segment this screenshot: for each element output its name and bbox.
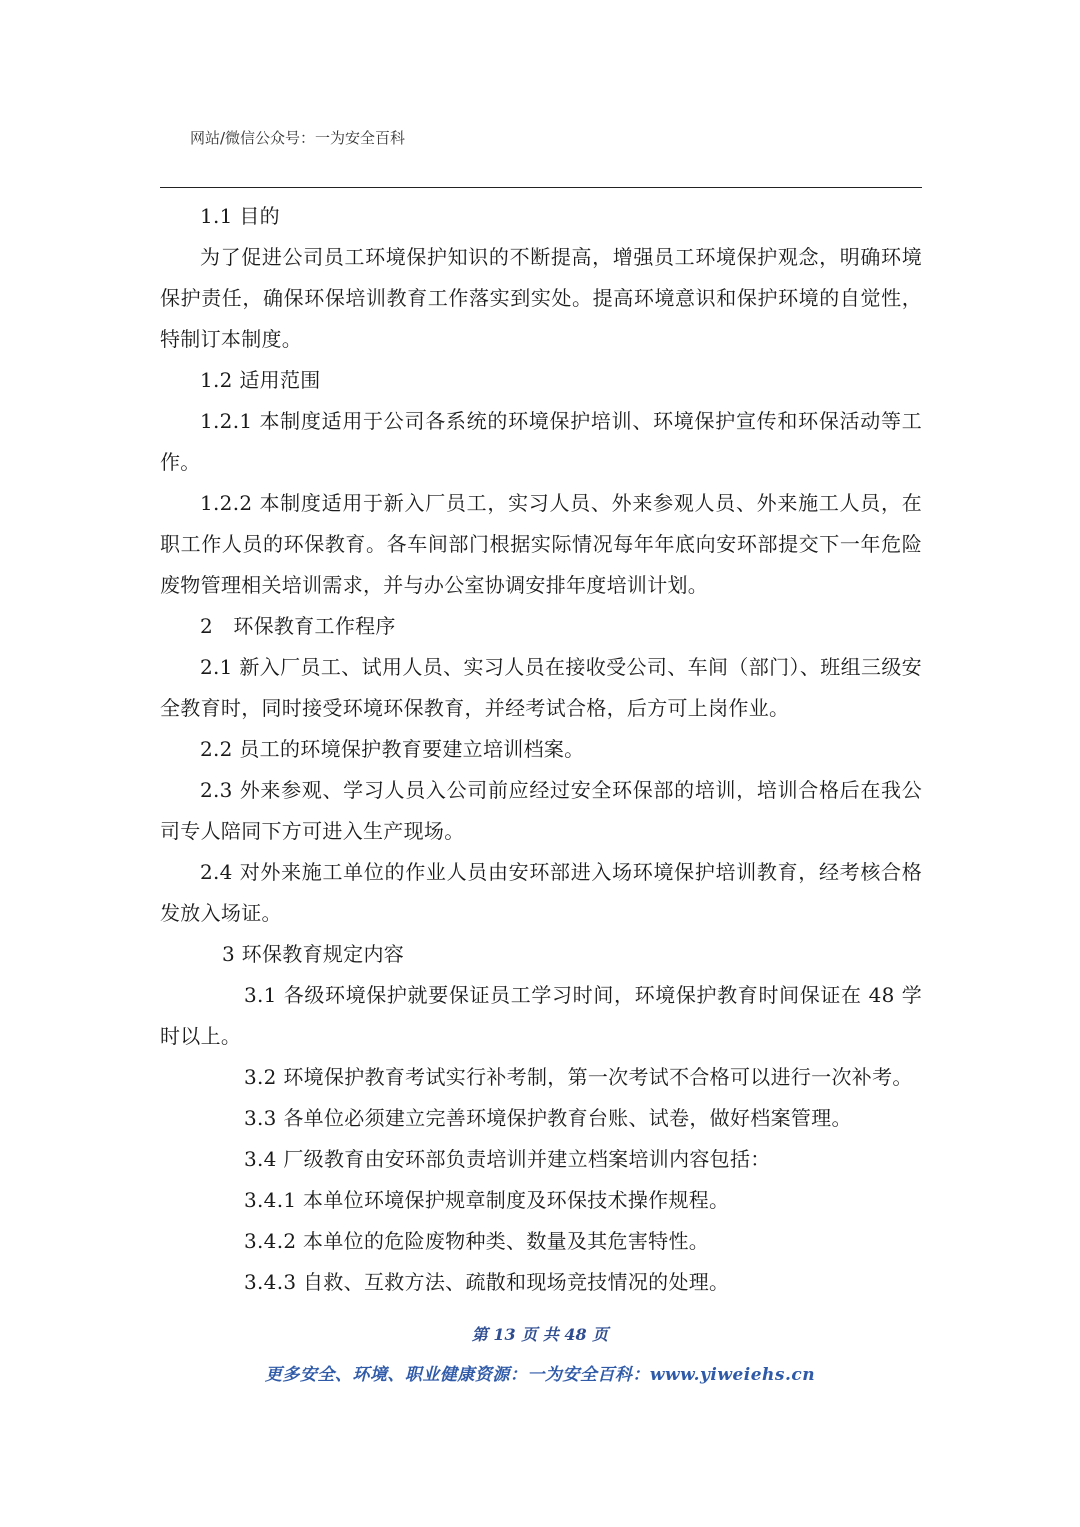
footer-resources: 更多安全、环境、职业健康资源：一为安全百科：www.yiweiehs.cn [264, 1365, 816, 1385]
paragraph-1-2-2: 1.2.2 本制度适用于新入厂员工，实习人员、外来参观人员、外来施工人员，在职工作人员的环保教育。各车间部门根据实际情况每年年底向安环部提交下一年危险废物管理相关培训需求，并与办公室协调安排年度培训计划。 [160, 491, 922, 597]
paragraph-3-4-3: 3.4.3 自救、互救方法、疏散和现场竞技情况的处理。 [244, 1270, 730, 1294]
paragraph-2-4: 2.4 对外来施工单位的作业人员由安环部进入场环境保护培训教育，经考核合格发放入场证。 [160, 860, 922, 925]
paragraph-2-3: 2.3 外来参观、学习人员入公司前应经过安全环保部的培训，培训合格后在我公司专人陪同下方可进入生产现场。 [160, 778, 922, 843]
heading-1-1: 1.1 目的 [200, 204, 280, 228]
heading-1-2: 1.2 适用范围 [200, 368, 321, 392]
paragraph-purpose: 为了促进公司员工环境保护知识的不断提高，增强员工环境保护观念，明确环境保护责任，确保环保培训教育工作落实到实处。提高环境意识和保护环境的自觉性，特制订本制度。 [160, 245, 922, 351]
paragraph-3-4-1: 3.4.1 本单位环境保护规章制度及环保技术操作规程。 [244, 1188, 730, 1212]
heading-2: 2 环保教育工作程序 [200, 614, 396, 638]
page-header: 网站/微信公众号：一为安全百科 [190, 129, 406, 147]
document-body [160, 196, 922, 1303]
paragraph-2-1: 2.1 新入厂员工、试用人员、实习人员在接收受公司、车间（部门）、班组三级安全教育时，同时接受环境环保教育，并经考试合格，后方可上岗作业。 [160, 655, 922, 720]
paragraph-2-2: 2.2 员工的环境保护教育要建立培训档案。 [200, 737, 585, 761]
page-number: 第 13 页 共 48 页 [471, 1325, 609, 1344]
paragraph-3-4-2: 3.4.2 本单位的危险废物种类、数量及其危害特性。 [244, 1229, 710, 1253]
heading-3: 3 环保教育规定内容 [222, 942, 405, 966]
paragraph-3-3: 3.3 各单位必须建立完善环境保护教育台账、试卷，做好档案管理。 [244, 1106, 852, 1130]
header-divider [160, 187, 922, 188]
paragraph-1-2-1: 1.2.1 本制度适用于公司各系统的环境保护培训、环境保护宣传和环保活动等工作。 [160, 409, 922, 474]
paragraph-3-4: 3.4 厂级教育由安环部负责培训并建立档案培训内容包括： [244, 1147, 771, 1171]
paragraph-3-2: 3.2 环境保护教育考试实行补考制，第一次考试不合格可以进行一次补考。 [244, 1065, 913, 1089]
paragraph-3-1: 3.1 各级环境保护就要保证员工学习时间，环境保护教育时间保证在 48 学时以上。 [160, 983, 922, 1048]
